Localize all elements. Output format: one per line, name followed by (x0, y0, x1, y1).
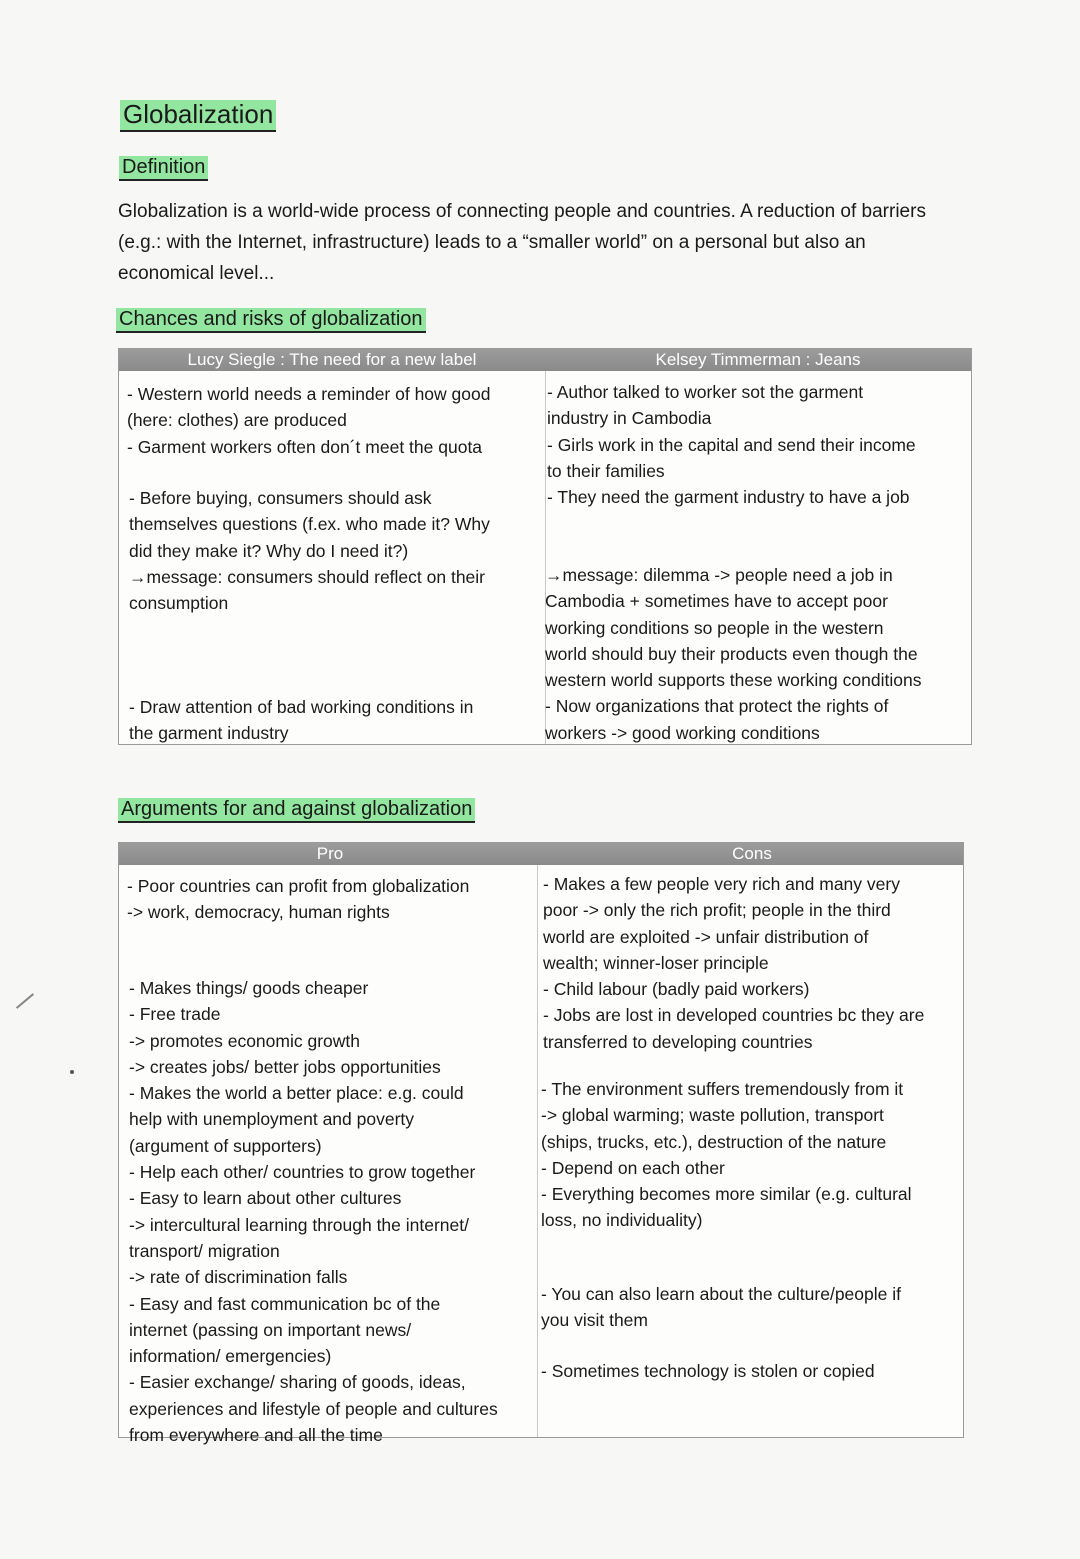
table-header-row (119, 349, 971, 371)
text-line: transport/ migration (129, 1240, 280, 1261)
text-line: - They need the garment industry to have a job (547, 487, 910, 508)
text-line: transferred to developing countries (543, 1031, 813, 1052)
text-line: poor -> only the rich profit; people in the third (543, 900, 891, 921)
text-line: -> intercultural learning through the internet/ (129, 1214, 469, 1235)
column-header-pro: Pro (316, 844, 344, 863)
column-header-lucy-siegle: Lucy Siegle : The need for a new label (187, 350, 477, 369)
text-line: - Help each other/ countries to grow together (129, 1162, 476, 1183)
text-line: →message: dilemma -> people need a job in (545, 565, 893, 585)
text-line: world are exploited -> unfair distribution of (543, 926, 869, 947)
text-line: - Garment workers often don´t meet the quota (127, 436, 483, 457)
text-line: experiences and lifestyle of people and cultures (129, 1398, 498, 1419)
definition-heading: Definition (119, 156, 208, 181)
text-line: - Makes things/ goods cheaper (129, 978, 369, 998)
text-line: help with unemployment and poverty (129, 1109, 415, 1130)
column-header-cons: Cons (732, 844, 772, 863)
pro-cons-table (118, 842, 964, 1446)
cons-block-2 (541, 1076, 912, 1234)
timmerman-block-1 (547, 379, 916, 510)
pro-block-2 (129, 975, 498, 1448)
definition-text: Globalization is a world-wide process of connecting people and countries. A reduction of barriers (e.g.: with the Internet, infrastructure) leads to a “smaller world” on a personal but also an economical level... (118, 201, 926, 284)
text-line: themselves questions (f.ex. who made it? Why (129, 514, 490, 535)
timmerman-block-2 (545, 562, 921, 746)
text-line: - The environment suffers tremendously from it (541, 1079, 904, 1099)
table-header-row (119, 843, 963, 865)
text-line: →message: consumers should reflect on their (129, 566, 485, 587)
text-line: working conditions so people in the western (545, 617, 884, 638)
text-line: - Makes the world a better place: e.g. could (129, 1083, 464, 1104)
text-line: -> promotes economic growth (129, 1030, 361, 1051)
text-line: -> creates jobs/ better jobs opportunities (129, 1056, 441, 1077)
text-line: loss, no individuality) (541, 1210, 703, 1231)
text-line: - Author talked to worker sot the garment (547, 382, 864, 402)
text-line: -> work, democracy, human rights (127, 902, 390, 923)
text-line: to their families (547, 460, 665, 481)
text-line: consumption (129, 593, 229, 614)
margin-pen-mark (16, 993, 34, 1009)
text-line: world should buy their products even though the (545, 643, 918, 664)
text-line: - You can also learn about the culture/people if (541, 1284, 901, 1304)
text-line: Cambodia + sometimes have to accept poor (545, 591, 888, 612)
text-line: from everywhere and all the time (129, 1425, 383, 1446)
text-line: information/ emergencies) (129, 1346, 332, 1367)
text-line: (ships, trucks, etc.), destruction of the nature (541, 1131, 887, 1152)
margin-dot (70, 1070, 74, 1074)
text-line: - Western world needs a reminder of how good (127, 384, 491, 404)
text-line: wealth; winner-loser principle (543, 952, 769, 973)
text-line: - Makes a few people very rich and many very (543, 874, 900, 894)
arguments-heading: Arguments for and against globalization (118, 798, 475, 823)
siegle-block-3 (129, 694, 473, 747)
text-line: - Now organizations that protect the rights of (545, 696, 889, 717)
text-line: did they make it? Why do I need it?) (129, 540, 409, 561)
text-line: the garment industry (129, 723, 289, 744)
text-line: internet (passing on important news/ (129, 1319, 412, 1340)
text-line: - Free trade (129, 1004, 221, 1025)
cons-block-1 (543, 871, 924, 1055)
text-line: - Before buying, consumers should ask (129, 488, 432, 508)
text-line: - Depend on each other (541, 1157, 725, 1178)
text-line: - Easy to learn about other cultures (129, 1188, 402, 1209)
text-line: -> rate of discrimination falls (129, 1267, 348, 1288)
text-line: you visit them (541, 1310, 648, 1331)
text-line: - Easier exchange/ sharing of goods, ideas, (129, 1372, 466, 1393)
cons-block-4 (541, 1358, 875, 1384)
text-line: - Poor countries can profit from globalization (127, 876, 470, 896)
pro-block-1 (127, 873, 469, 926)
chances-risks-heading: Chances and risks of globalization (116, 308, 426, 333)
text-line: - Everything becomes more similar (e.g. cultural (541, 1184, 912, 1205)
text-line: western world supports these working conditions (545, 670, 922, 691)
column-divider (537, 865, 538, 1437)
cons-block-3 (541, 1281, 901, 1334)
siegle-block-2 (129, 485, 490, 616)
text-line: (argument of supporters) (129, 1135, 322, 1156)
text-line: workers -> good working conditions (545, 722, 820, 743)
text-line: industry in Cambodia (547, 408, 712, 429)
text-line: - Child labour (badly paid workers) (543, 979, 810, 1000)
text-line: - Sometimes technology is stolen or copied (541, 1361, 875, 1381)
page-title: Globalization (120, 100, 276, 132)
siegle-block-1 (127, 381, 490, 460)
column-header-kelsey-timmerman: Kelsey Timmerman : Jeans (655, 350, 861, 369)
text-line: -> global warming; waste pollution, transport (541, 1105, 884, 1126)
text-line: - Easy and fast communication bc of the (129, 1293, 441, 1314)
text-line: - Girls work in the capital and send their income (547, 434, 916, 455)
chances-risks-table (118, 348, 972, 745)
text-line: - Draw attention of bad working conditions in (129, 697, 474, 717)
text-line: (here: clothes) are produced (127, 410, 347, 431)
text-line: - Jobs are lost in developed countries bc they are (543, 1005, 925, 1026)
